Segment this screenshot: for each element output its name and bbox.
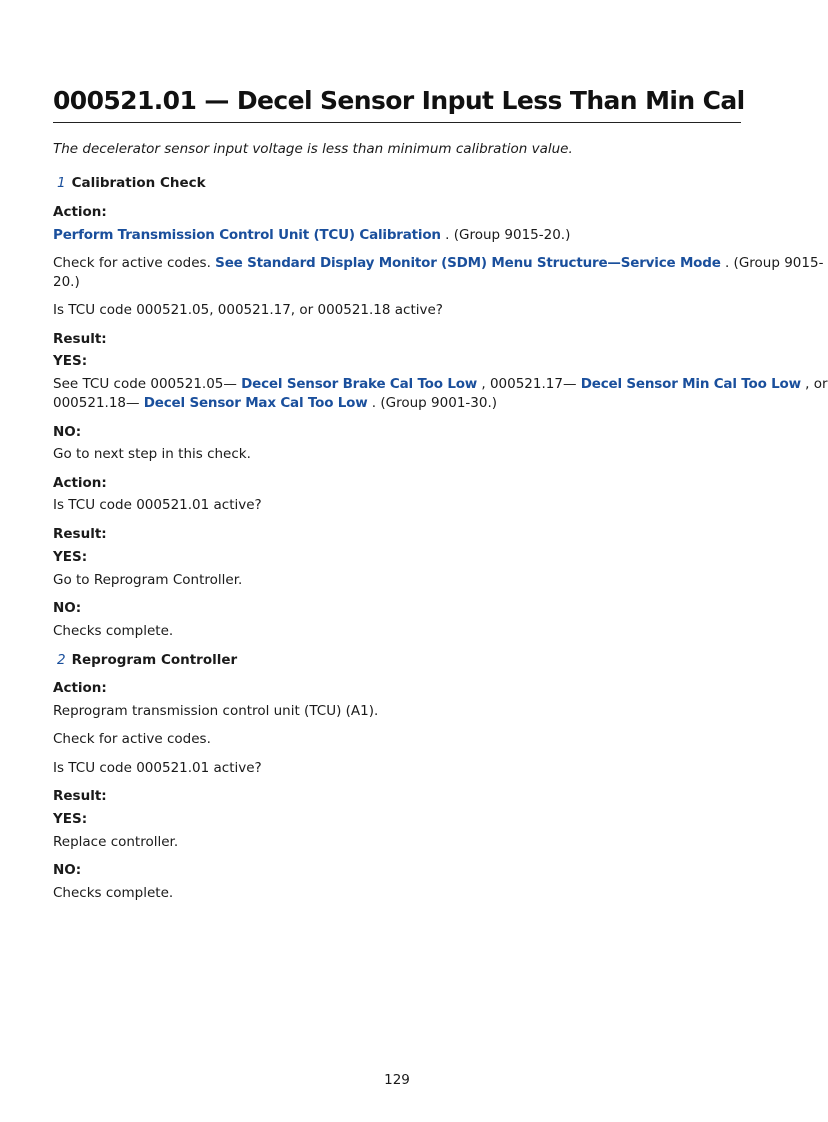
step-2-result-label: Result: bbox=[53, 788, 107, 804]
step-1-no-text: Go to next step in this check. bbox=[53, 446, 251, 462]
step-1-check-codes-line-cont: 20.) bbox=[53, 274, 80, 290]
title-divider bbox=[53, 122, 741, 123]
step-2-action-label: Action: bbox=[53, 680, 107, 696]
step-1-no-2-label: NO: bbox=[53, 600, 82, 616]
decel-min-cal-link[interactable]: Decel Sensor Min Cal Too Low bbox=[580, 376, 801, 392]
step-2-yes-label: YES: bbox=[53, 811, 88, 827]
step-1-yes-line-1 bbox=[53, 375, 828, 394]
step-2-heading bbox=[53, 651, 741, 670]
step-1-check-codes-line bbox=[53, 254, 824, 273]
page-title: 000521.01 — Decel Sensor Input Less Than Min Cal bbox=[53, 86, 745, 115]
step-2-question: Is TCU code 000521.01 active? bbox=[53, 760, 262, 776]
step-1-action-2-label: Action: bbox=[53, 475, 107, 491]
step-1-action-label: Action: bbox=[53, 204, 107, 220]
step-1-question: Is TCU code 000521.05, 000521.17, or 000521.18 active? bbox=[53, 302, 443, 318]
check-codes-group-ref: . (Group 9015- bbox=[720, 255, 824, 271]
intro-text: The decelerator sensor input voltage is less than minimum calibration value. bbox=[53, 141, 573, 157]
step-1-result-2-label: Result: bbox=[53, 526, 107, 542]
calibration-group-ref: . (Group 9015-20.) bbox=[440, 227, 571, 243]
page-number: 129 bbox=[384, 1072, 410, 1088]
step-2-no-text: Checks complete. bbox=[53, 885, 174, 901]
step-1-no-label: NO: bbox=[53, 424, 82, 440]
step-1-question-2: Is TCU code 000521.01 active? bbox=[53, 497, 262, 513]
step-2-action-line-1: Reprogram transmission control unit (TCU) (A1). bbox=[53, 703, 379, 719]
step-2-number: 2 bbox=[57, 652, 66, 668]
step-2-action-line-2: Check for active codes. bbox=[53, 731, 211, 747]
step-1-number: 1 bbox=[57, 175, 66, 191]
yes-mid-1: , 000521.17— bbox=[477, 376, 581, 392]
step-2-title: Reprogram Controller bbox=[71, 652, 238, 668]
decel-max-cal-link[interactable]: Decel Sensor Max Cal Too Low bbox=[143, 395, 368, 411]
yes-prefix-2: 000521.18— bbox=[53, 395, 144, 411]
decel-brake-cal-link[interactable]: Decel Sensor Brake Cal Too Low bbox=[241, 376, 478, 392]
yes-mid-2: , or bbox=[800, 376, 828, 392]
step-2-yes-text: Replace controller. bbox=[53, 834, 179, 850]
sdm-menu-link[interactable]: See Standard Display Monitor (SDM) Menu Structure—Service Mode bbox=[215, 255, 721, 271]
check-codes-prefix: Check for active codes. bbox=[53, 255, 216, 271]
tcu-calibration-link[interactable]: Perform Transmission Control Unit (TCU) Calibration bbox=[53, 227, 441, 243]
step-2-no-label: NO: bbox=[53, 862, 82, 878]
yes-group-ref: . (Group 9001-30.) bbox=[367, 395, 498, 411]
step-1-no-2-text: Checks complete. bbox=[53, 623, 174, 639]
step-1-yes-2-text: Go to Reprogram Controller. bbox=[53, 572, 243, 588]
step-1-heading bbox=[53, 174, 741, 193]
step-1-yes-label: YES: bbox=[53, 353, 88, 369]
step-1-yes-2-label: YES: bbox=[53, 549, 88, 565]
step-1-title: Calibration Check bbox=[71, 175, 206, 191]
yes-prefix: See TCU code 000521.05— bbox=[53, 376, 242, 392]
step-1-calibration-line bbox=[53, 226, 741, 245]
step-1-result-label: Result: bbox=[53, 331, 107, 347]
step-1-yes-line-2 bbox=[53, 394, 741, 413]
